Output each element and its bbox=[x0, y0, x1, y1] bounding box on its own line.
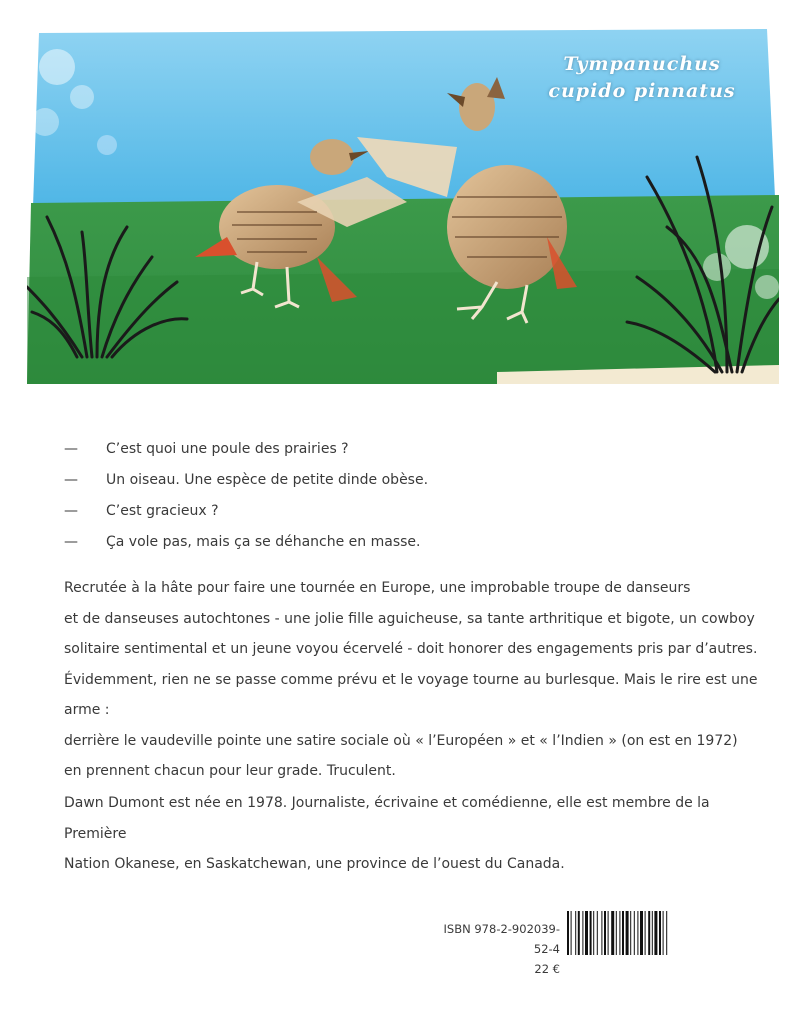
isbn-number: ISBN 978-2-902039-52-4 bbox=[443, 922, 560, 956]
synopsis-paragraph bbox=[64, 573, 764, 787]
bio-line: Nation Okanese, en Saskatchewan, une province de l’ouest du Canada. bbox=[64, 856, 565, 872]
dialogue-list bbox=[64, 434, 764, 558]
bio-line: Dawn Dumont est née en 1978. Journaliste, écrivaine et comédienne, elle est membre de la Première bbox=[64, 795, 710, 842]
dialogue-line bbox=[64, 527, 764, 558]
barcode bbox=[566, 911, 736, 955]
dialogue-line bbox=[64, 496, 764, 527]
dialogue-line bbox=[64, 465, 764, 496]
price: 22 € bbox=[534, 962, 560, 976]
dialogue-dash: — bbox=[64, 503, 78, 519]
dialogue-dash: — bbox=[64, 472, 78, 488]
dialogue-text: Ça vole pas, mais ça se déhanche en masse. bbox=[106, 534, 421, 550]
synopsis-line: Évidemment, rien ne se passe comme prévu et le voyage tourne au burlesque. Mais le rire est une arme : bbox=[64, 671, 758, 718]
dialogue-text: Un oiseau. Une espèce de petite dinde obèse. bbox=[106, 472, 429, 488]
species-caption: Tympanuchus cupido pinnatus bbox=[548, 53, 736, 102]
dialogue-text: C’est quoi une poule des prairies ? bbox=[106, 441, 349, 457]
synopsis-line: derrière le vaudeville pointe une satire sociale où « l’Européen » et « l’Indien » (on est en 1972) bbox=[64, 732, 738, 749]
synopsis-line: et de danseuses autochtones - une jolie fille aguicheuse, sa tante arthritique et bigote, un cowboy bbox=[64, 610, 755, 627]
cover-illustration bbox=[27, 27, 779, 384]
synopsis-line: solitaire sentimental et un jeune voyou écervelé - doit honorer des engagements pris par d’autres. bbox=[64, 641, 758, 657]
dialogue-dash: — bbox=[64, 534, 78, 550]
synopsis-line: Recrutée à la hâte pour faire une tournée en Europe, une improbable troupe de danseurs bbox=[64, 580, 691, 596]
dialogue-text: C’est gracieux ? bbox=[106, 503, 219, 519]
dialogue-line bbox=[64, 434, 764, 465]
isbn-block bbox=[430, 919, 560, 979]
dialogue-dash: — bbox=[64, 441, 78, 457]
synopsis-line: en prennent chacun pour leur grade. Truculent. bbox=[64, 763, 396, 779]
author-bio bbox=[64, 788, 764, 880]
